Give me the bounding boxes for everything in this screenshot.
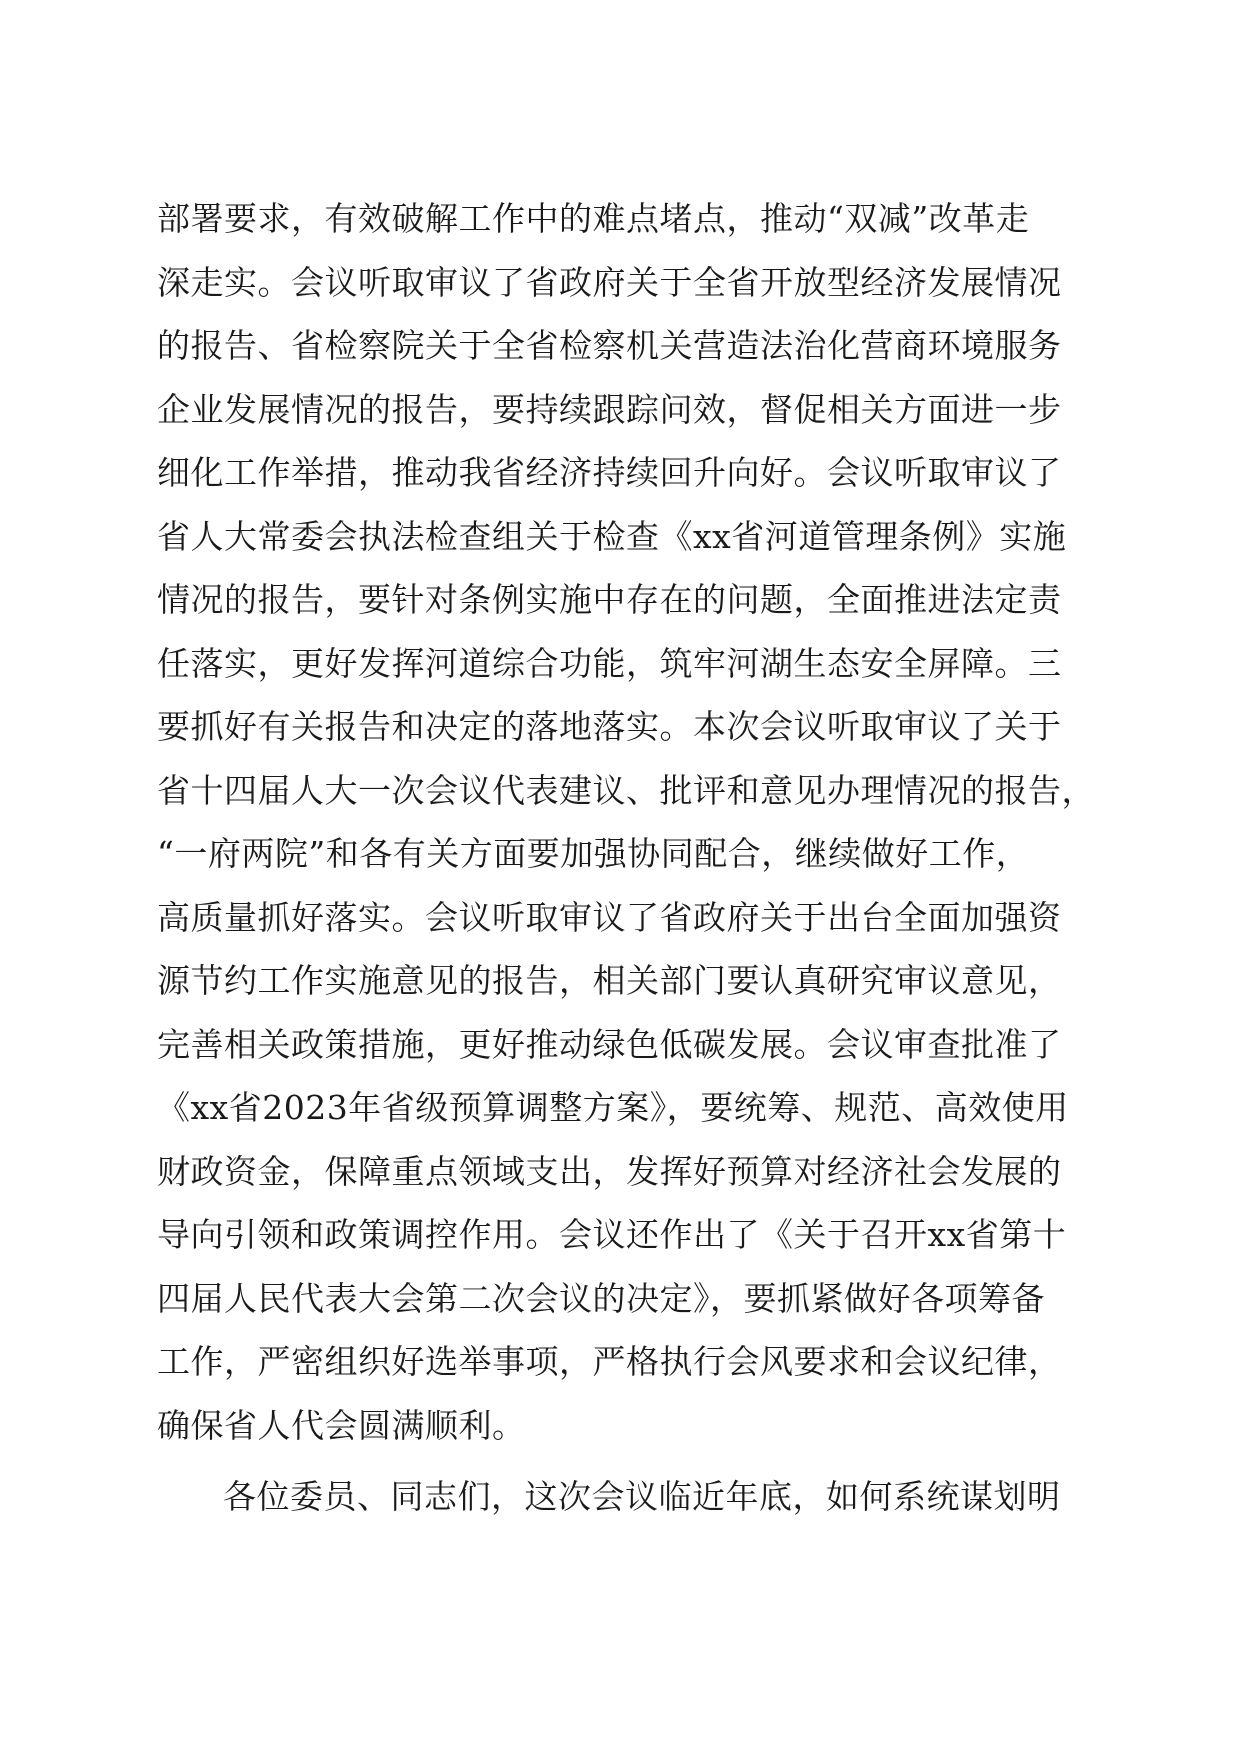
text-line: 省十四届人大一次会议代表建议、批评和意见办理情况的报告， (157, 770, 1095, 810)
text-line: 情况的报告，要针对条例实施中存在的问题，全面推进法定责 (157, 580, 1062, 619)
text-line: 高质量抓好落实。会议听取审议了省政府关于出台全面加强资 (157, 897, 1062, 937)
text-line: 省人大常委会执法检查组关于检查《xx省河道管理条例》实施 (157, 516, 1067, 556)
paragraph-1 (157, 187, 1097, 1457)
text-line: 任落实，更好发挥河道综合功能，筑牢河湖生态安全屏障。三 (157, 643, 1062, 683)
text-line: 源节约工作实施意见的报告，相关部门要认真研究审议意见， (157, 961, 1062, 1000)
text-line: 工作，严密组织好选举事项，严格执行会风要求和会议纪律， (157, 1342, 1062, 1381)
text-line: 四届人民代表大会第二次会议的决定》，要抓紧做好各项筹备 (157, 1278, 1045, 1318)
text-line: 确保省人代会圆满顺利。 (157, 1405, 526, 1445)
text-line: 部署要求，有效破解工作中的难点堵点，推动“双减”改革走 (157, 199, 1030, 238)
body-text (157, 187, 1097, 1529)
text-line: 要抓好有关报告和决定的落地落实。本次会议听取审议了关于 (157, 707, 1062, 746)
text-line: 深走实。会议听取审议了省政府关于全省开放型经济发展情况 (157, 262, 1062, 302)
text-line: 各位委员、同志们，这次会议临近年底，如何系统谋划明 (223, 1477, 1061, 1516)
text-line: 财政资金，保障重点领域支出，发挥好预算对经济社会发展的 (157, 1151, 1062, 1191)
paragraph-2 (157, 1465, 1097, 1529)
text-line: 《xx省2023年省级预算调整方案》，要统筹、规范、高效使用 (157, 1088, 1069, 1127)
text-line: 的报告、省检察院关于全省检察机关营造法治化营商环境服务 (157, 326, 1062, 365)
text-line: 企业发展情况的报告，要持续跟踪问效，督促相关方面进一步 (157, 389, 1062, 429)
text-line: 完善相关政策措施，更好推动绿色低碳发展。会议审查批准了 (157, 1024, 1062, 1064)
text-line: “一府两院”和各有关方面要加强协同配合，继续做好工作， (157, 834, 1030, 873)
text-line: 导向引领和政策调控作用。会议还作出了《关于召开xx省第十 (157, 1215, 1067, 1254)
text-line: 细化工作举措，推动我省经济持续回升向好。会议听取审议了 (157, 453, 1062, 492)
